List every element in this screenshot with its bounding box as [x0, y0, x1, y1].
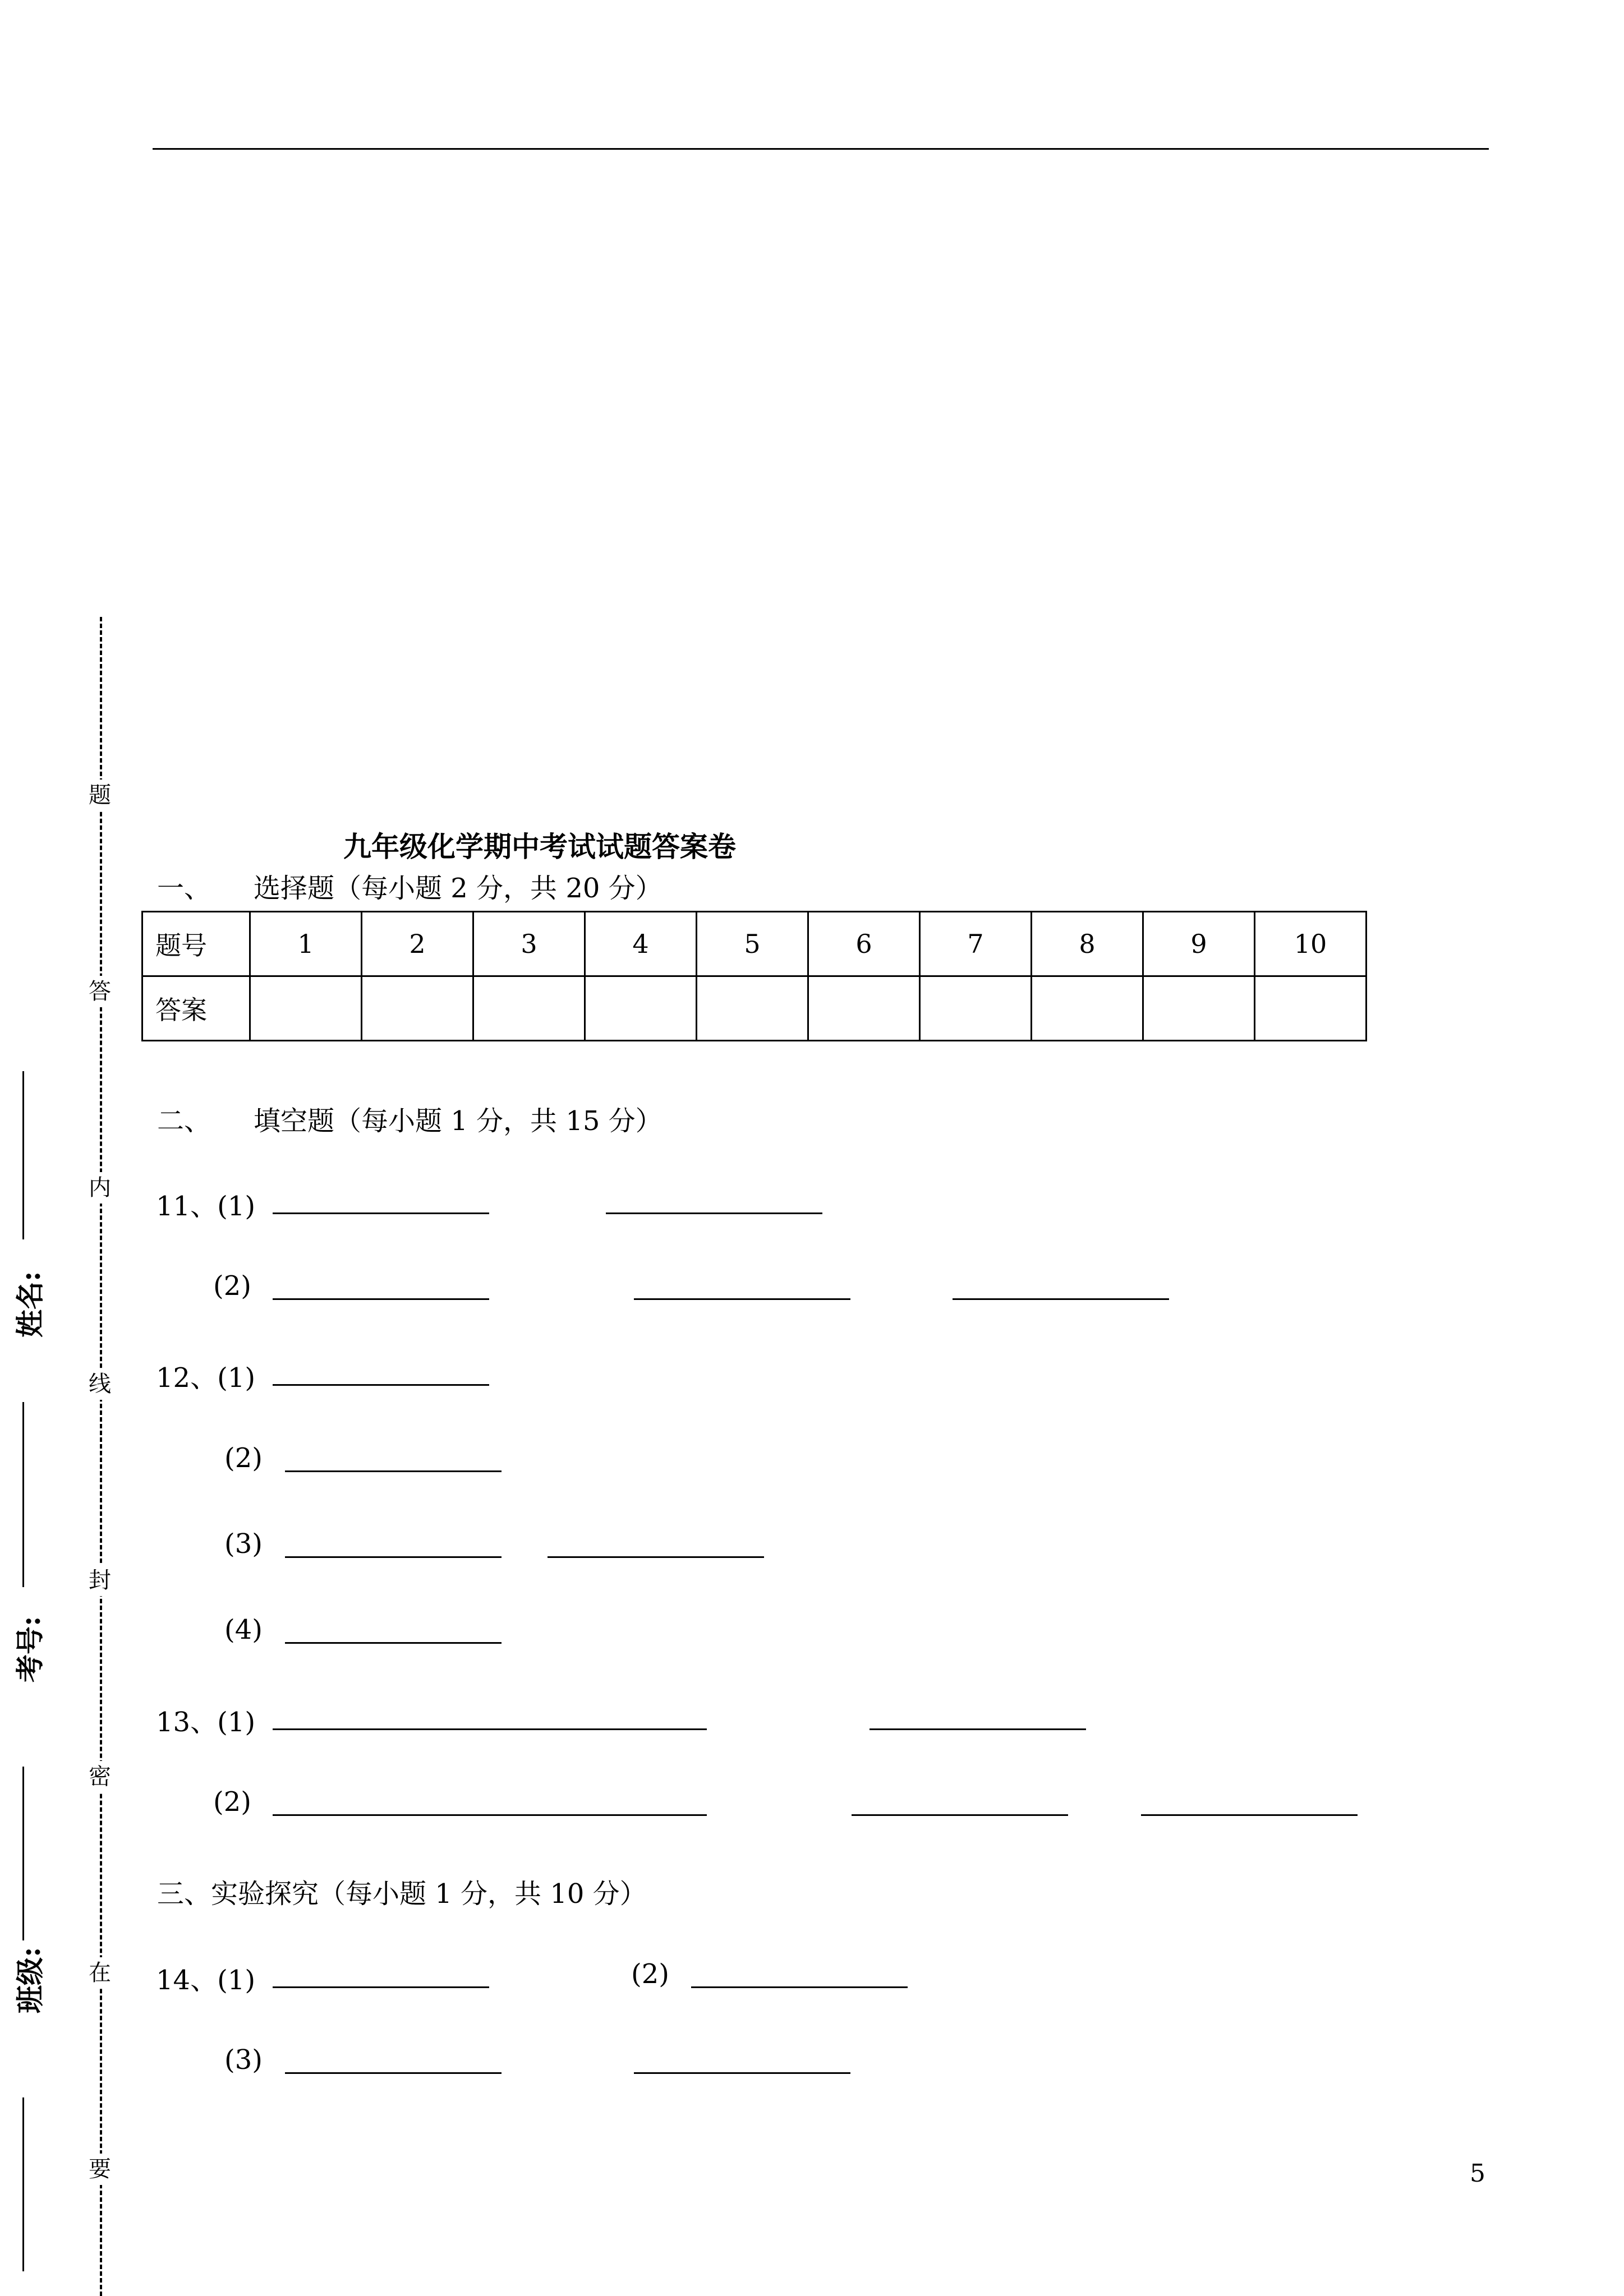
table-cell: 4 — [585, 912, 697, 976]
table-cell: 1 — [250, 912, 362, 976]
answer-blank[interactable] — [285, 2072, 502, 2074]
answer-cell[interactable] — [1255, 976, 1367, 1041]
q13-2-label: (2) — [213, 1786, 251, 1818]
exam-no-label: 考号: — [13, 1616, 47, 1682]
answer-blank[interactable] — [953, 1298, 1169, 1300]
answer-blank[interactable] — [273, 1212, 489, 1214]
answer-cell[interactable] — [473, 976, 585, 1041]
q12-2-label: (2) — [224, 1442, 263, 1474]
q14-2-label: (2) — [631, 1958, 669, 1990]
name-label: 姓名: — [13, 1271, 47, 1338]
answer-blank[interactable] — [606, 1212, 822, 1214]
section2-heading: 填空题（每小题 1 分，共 15 分） — [254, 1105, 663, 1137]
answer-blank[interactable] — [691, 1986, 908, 1988]
seal-char: 内 — [83, 1172, 117, 1204]
exam-no-fill-line — [22, 1402, 24, 1587]
binding-dashed-line — [100, 617, 102, 2296]
answer-cell[interactable] — [1032, 976, 1143, 1041]
name-fill-line — [22, 1071, 24, 1239]
table-cell: 2 — [362, 912, 473, 976]
answer-cell[interactable] — [920, 976, 1032, 1041]
section1-number: 一、 — [157, 873, 211, 904]
answer-blank[interactable] — [273, 1384, 489, 1386]
seal-char: 线 — [83, 1368, 117, 1400]
q12-4-label: (4) — [224, 1614, 263, 1645]
table-cell: 9 — [1143, 912, 1255, 976]
answer-cell[interactable] — [1143, 976, 1255, 1041]
table-cell: 6 — [808, 912, 920, 976]
answer-table — [141, 911, 1367, 1041]
seal-char: 答 — [83, 976, 117, 1007]
seal-char: 在 — [83, 1957, 117, 1989]
answer-cell[interactable] — [250, 976, 362, 1041]
answer-blank[interactable] — [273, 1986, 489, 1988]
answer-blank[interactable] — [273, 1728, 707, 1730]
answer-cell[interactable] — [808, 976, 920, 1041]
table-row-numbers — [142, 912, 1367, 976]
q11-1-label: 11、(1) — [156, 1191, 256, 1222]
q13-1-label: 13、(1) — [156, 1707, 256, 1738]
page-number: 5 — [1470, 2159, 1485, 2188]
class-label: 班级: — [13, 1947, 47, 2013]
table-cell: 10 — [1255, 912, 1367, 976]
answer-cell[interactable] — [362, 976, 473, 1041]
answer-blank[interactable] — [852, 1814, 1068, 1816]
answer-blank[interactable] — [285, 1470, 502, 1472]
table-header-cell: 答案 — [142, 976, 250, 1041]
table-header-cell: 题号 — [142, 912, 250, 976]
q12-1-label: 12、(1) — [156, 1362, 256, 1394]
answer-blank[interactable] — [285, 1556, 502, 1558]
answer-blank[interactable] — [285, 1642, 502, 1644]
class-fill-line — [22, 1767, 24, 1940]
answer-blank[interactable] — [634, 1298, 850, 1300]
extra-fill-line — [22, 2097, 24, 2271]
answer-blank[interactable] — [869, 1728, 1086, 1730]
seal-char: 要 — [83, 2154, 117, 2185]
table-cell: 7 — [920, 912, 1032, 976]
q14-1-label: 14、(1) — [156, 1965, 256, 1996]
seal-char: 封 — [83, 1565, 117, 1596]
answer-blank[interactable] — [273, 1298, 489, 1300]
answer-blank[interactable] — [273, 1814, 707, 1816]
answer-cell[interactable] — [585, 976, 697, 1041]
table-cell: 8 — [1032, 912, 1143, 976]
section3-heading: 三、实验探究（每小题 1 分，共 10 分） — [157, 1878, 647, 1910]
table-cell: 5 — [697, 912, 808, 976]
answer-blank[interactable] — [548, 1556, 764, 1558]
answer-blank[interactable] — [1141, 1814, 1358, 1816]
answer-blank[interactable] — [634, 2072, 850, 2074]
seal-char: 题 — [83, 780, 117, 811]
section1-heading: 选择题（每小题 2 分，共 20 分） — [254, 873, 663, 904]
q12-3-label: (3) — [224, 1528, 263, 1560]
section2-number: 二、 — [157, 1105, 211, 1137]
page-title: 九年级化学期中考试试题答案卷 — [343, 830, 736, 863]
q14-3-label: (3) — [224, 2044, 263, 2076]
header-rule — [153, 148, 1489, 150]
seal-char: 密 — [83, 1761, 117, 1792]
q11-2-label: (2) — [213, 1270, 251, 1302]
table-row-answers — [142, 976, 1367, 1041]
table-cell: 3 — [473, 912, 585, 976]
answer-cell[interactable] — [697, 976, 808, 1041]
